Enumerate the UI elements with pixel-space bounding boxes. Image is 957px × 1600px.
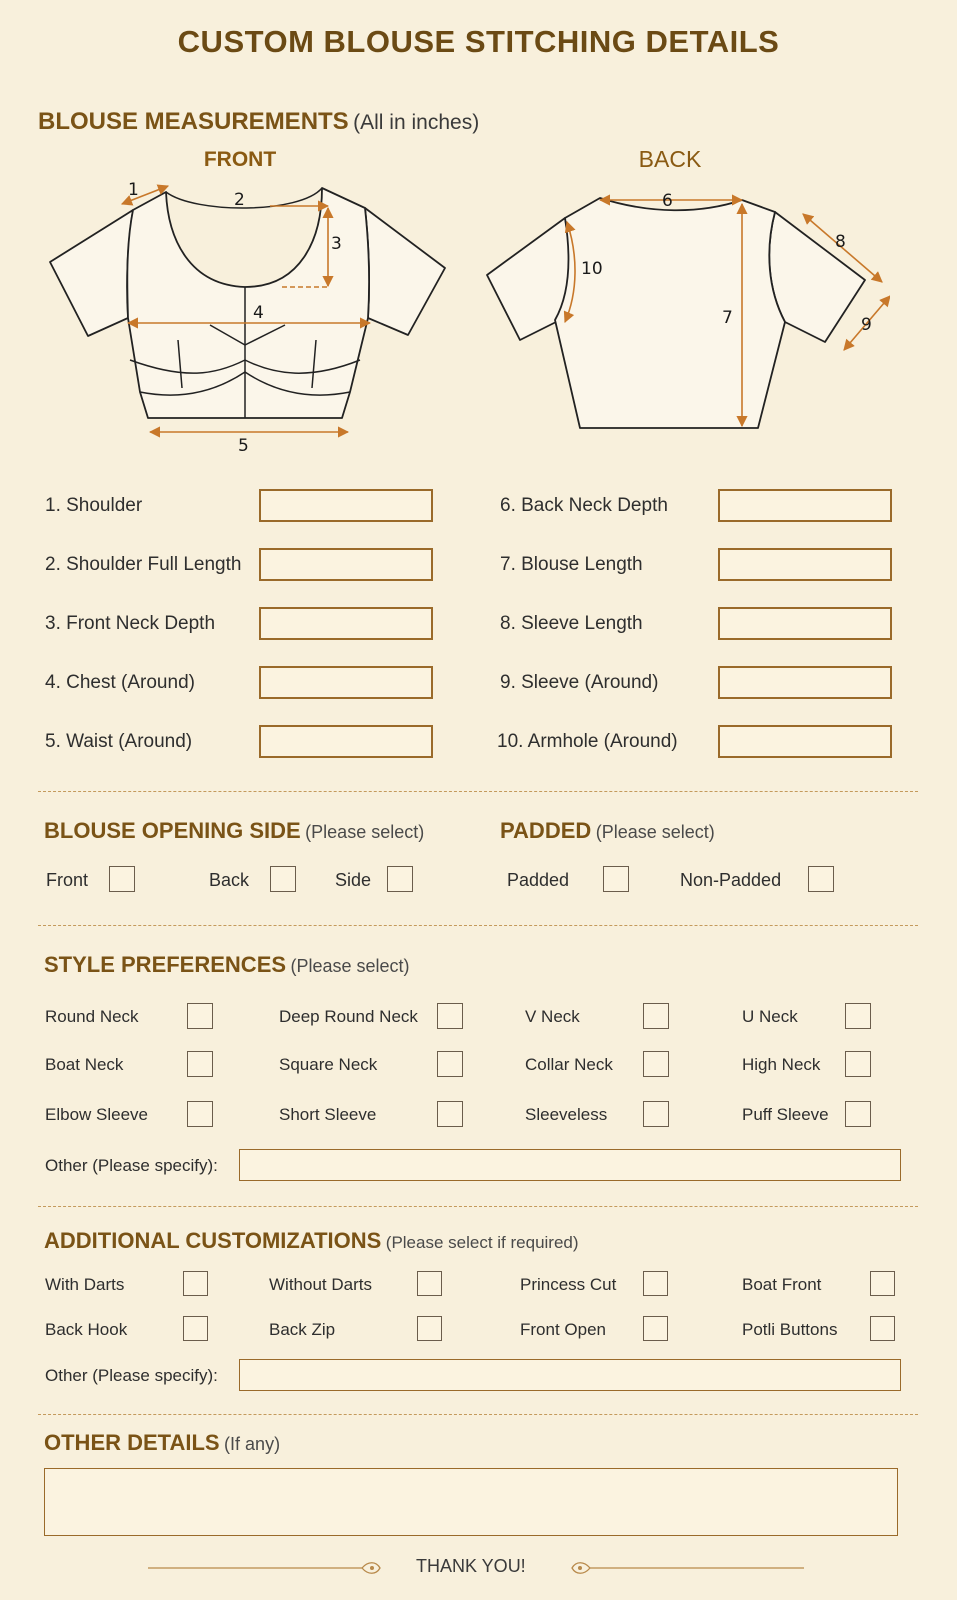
other-details-textarea[interactable] <box>44 1468 898 1536</box>
diagram-number-9: 9 <box>861 315 872 335</box>
style-boat-neck-label: Boat Neck <box>45 1055 124 1074</box>
custom-with-darts-label: With Darts <box>45 1275 125 1294</box>
custom-princess-cut-checkbox[interactable] <box>643 1271 668 1296</box>
field-label-chest: 4. Chest (Around) <box>45 672 195 693</box>
field-label-shoulder: 1. Shoulder <box>45 495 143 516</box>
padded-label: Padded <box>507 870 570 890</box>
field-label-back-neck-depth: 6. Back Neck Depth <box>500 495 668 516</box>
custom-without-darts-checkbox[interactable] <box>417 1271 442 1296</box>
non-padded-label: Non-Padded <box>680 870 782 890</box>
opening-side-heading <box>44 818 424 844</box>
padded-note: (Please select) <box>595 822 715 842</box>
opening-front-checkbox[interactable] <box>109 866 135 892</box>
custom-front-open-checkbox[interactable] <box>643 1316 668 1341</box>
diagram-number-8: 8 <box>835 232 846 252</box>
shoulder-full-length-input[interactable] <box>259 548 433 581</box>
diagram-number-4: 4 <box>253 303 264 323</box>
custom-boat-front-checkbox[interactable] <box>870 1271 895 1296</box>
other-details-note: (If any) <box>224 1434 281 1454</box>
style-puff-sleeve-label: Puff Sleeve <box>742 1105 829 1124</box>
waist-input[interactable] <box>259 725 433 758</box>
custom-boat-front-label: Boat Front <box>742 1275 822 1294</box>
measurements-heading-text: BLOUSE MEASUREMENTS <box>38 108 349 135</box>
blouse-length-input[interactable] <box>718 548 892 581</box>
opening-back-label: Back <box>209 870 250 890</box>
style-preferences-note: (Please select) <box>290 956 410 976</box>
front-view-label: FRONT <box>203 148 277 171</box>
measurements-heading <box>38 108 479 136</box>
padded-checkbox[interactable] <box>603 866 629 892</box>
sleeve-around-input[interactable] <box>718 666 892 699</box>
diagram-number-10: 10 <box>581 259 603 279</box>
style-preferences-heading <box>44 952 410 978</box>
style-deep-round-neck-checkbox[interactable] <box>437 1003 463 1029</box>
custom-potli-buttons-checkbox[interactable] <box>870 1316 895 1341</box>
front-blouse-diagram <box>40 170 460 460</box>
sleeve-length-input[interactable] <box>718 607 892 640</box>
other-details-heading <box>44 1430 280 1456</box>
padded-heading-text: PADDED <box>500 818 592 843</box>
custom-other-label: Other (Please specify): <box>45 1366 218 1385</box>
front-neck-depth-input[interactable] <box>259 607 433 640</box>
style-u-neck-checkbox[interactable] <box>845 1003 871 1029</box>
style-elbow-sleeve-label: Elbow Sleeve <box>45 1105 149 1124</box>
diagram-number-2: 2 <box>234 190 245 210</box>
opening-back-checkbox[interactable] <box>270 866 296 892</box>
page-title: CUSTOM BLOUSE STITCHING DETAILS <box>177 24 780 59</box>
style-square-neck-label: Square Neck <box>279 1055 378 1074</box>
field-label-front-neck-depth: 3. Front Neck Depth <box>45 613 216 634</box>
customizations-heading <box>44 1228 579 1254</box>
custom-potli-buttons-label: Potli Buttons <box>742 1320 838 1339</box>
style-deep-round-neck-label: Deep Round Neck <box>279 1007 418 1026</box>
padded-heading <box>500 818 715 844</box>
style-high-neck-label: High Neck <box>742 1055 821 1074</box>
opening-front-label: Front <box>46 870 89 890</box>
custom-back-zip-label: Back Zip <box>269 1320 336 1339</box>
non-padded-checkbox[interactable] <box>808 866 834 892</box>
style-puff-sleeve-checkbox[interactable] <box>845 1101 871 1127</box>
divider <box>38 791 918 792</box>
style-sleeveless-label: Sleeveless <box>525 1105 608 1124</box>
armhole-input[interactable] <box>718 725 892 758</box>
custom-front-open-label: Front Open <box>520 1320 606 1339</box>
diagram-number-7: 7 <box>722 308 733 328</box>
measurements-note: (All in inches) <box>353 111 480 134</box>
footer-flourish-right <box>568 1558 804 1578</box>
style-boat-neck-checkbox[interactable] <box>187 1051 213 1077</box>
footer-thank-you: THANK YOU! <box>416 1556 526 1576</box>
style-square-neck-checkbox[interactable] <box>437 1051 463 1077</box>
style-v-neck-checkbox[interactable] <box>643 1003 669 1029</box>
front-right-sleeve <box>365 208 445 335</box>
customizations-heading-text: ADDITIONAL CUSTOMIZATIONS <box>44 1228 382 1253</box>
back-view-label: BACK <box>638 146 702 172</box>
divider <box>38 1414 918 1415</box>
style-round-neck-label: Round Neck <box>45 1007 139 1026</box>
style-v-neck-label: V Neck <box>525 1007 580 1026</box>
style-u-neck-label: U Neck <box>742 1007 798 1026</box>
front-left-sleeve <box>50 210 133 336</box>
style-high-neck-checkbox[interactable] <box>845 1051 871 1077</box>
opening-side-checkbox[interactable] <box>387 866 413 892</box>
divider <box>38 1206 918 1207</box>
divider <box>38 925 918 926</box>
style-short-sleeve-label: Short Sleeve <box>279 1105 377 1124</box>
field-label-sleeve-length: 8. Sleeve Length <box>500 613 643 634</box>
back-bodice <box>555 198 785 428</box>
footer-flourish-left <box>148 1558 384 1578</box>
style-other-label: Other (Please specify): <box>45 1156 218 1175</box>
shoulder-input[interactable] <box>259 489 433 522</box>
field-label-armhole: 10. Armhole (Around) <box>497 731 678 752</box>
field-label-blouse-length: 7. Blouse Length <box>500 554 643 575</box>
field-label-shoulder-full-length: 2. Shoulder Full Length <box>45 554 242 575</box>
customizations-note: (Please select if required) <box>385 1233 579 1252</box>
style-elbow-sleeve-checkbox[interactable] <box>187 1101 213 1127</box>
diagram-number-6: 6 <box>662 191 673 211</box>
front-bodice <box>127 188 369 418</box>
style-round-neck-checkbox[interactable] <box>187 1003 213 1029</box>
custom-princess-cut-label: Princess Cut <box>520 1275 617 1294</box>
style-collar-neck-label: Collar Neck <box>525 1055 613 1074</box>
opening-side-note: (Please select) <box>305 822 425 842</box>
custom-with-darts-checkbox[interactable] <box>183 1271 208 1296</box>
style-preferences-heading-text: STYLE PREFERENCES <box>44 952 287 977</box>
field-label-waist: 5. Waist (Around) <box>45 731 193 752</box>
custom-back-zip-checkbox[interactable] <box>417 1316 442 1341</box>
custom-back-hook-label: Back Hook <box>45 1320 128 1339</box>
back-neck-depth-input[interactable] <box>718 489 892 522</box>
back-blouse-diagram <box>480 175 890 450</box>
opening-side-heading-text: BLOUSE OPENING SIDE <box>44 818 301 843</box>
style-sleeveless-checkbox[interactable] <box>643 1101 669 1127</box>
other-details-heading-text: OTHER DETAILS <box>44 1430 220 1455</box>
style-collar-neck-checkbox[interactable] <box>643 1051 669 1077</box>
custom-other-input[interactable] <box>239 1359 901 1391</box>
diagram-number-1: 1 <box>128 180 139 200</box>
custom-without-darts-label: Without Darts <box>269 1275 372 1294</box>
opening-side-label: Side <box>335 870 372 890</box>
style-short-sleeve-checkbox[interactable] <box>437 1101 463 1127</box>
custom-back-hook-checkbox[interactable] <box>183 1316 208 1341</box>
diagram-number-5: 5 <box>238 436 249 456</box>
style-other-input[interactable] <box>239 1149 901 1181</box>
diagram-number-3: 3 <box>331 234 342 254</box>
field-label-sleeve-around: 9. Sleeve (Around) <box>500 672 659 693</box>
chest-input[interactable] <box>259 666 433 699</box>
